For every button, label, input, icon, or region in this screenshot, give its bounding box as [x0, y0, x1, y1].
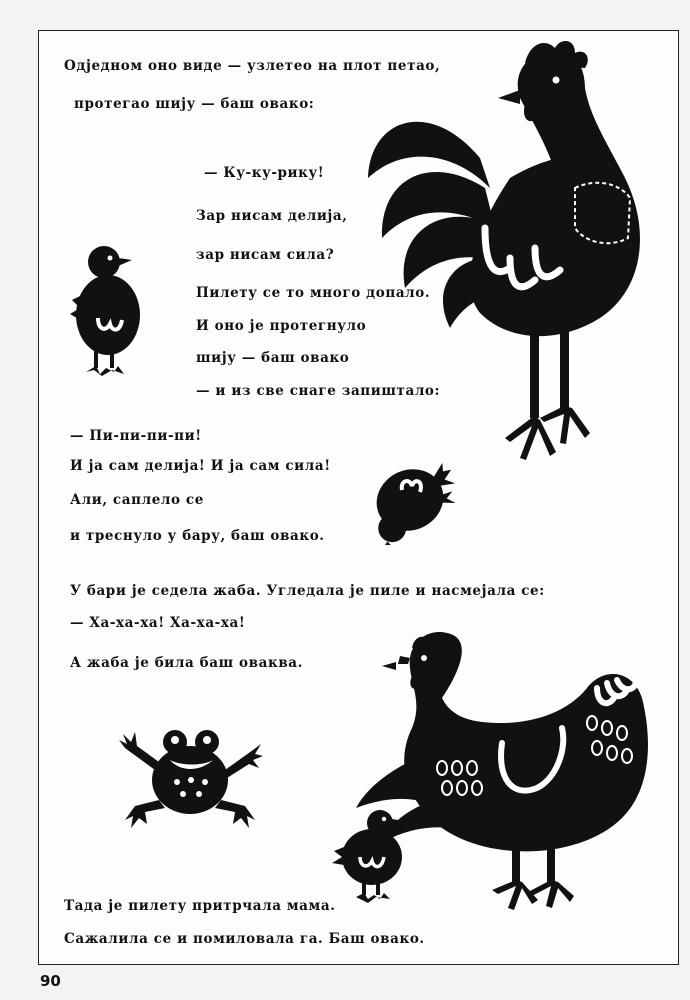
text-line-12: Али, саплело се — [70, 492, 204, 508]
text-line-7: И оно је протегнуло — [196, 318, 367, 334]
text-line-11: И ја сам делија! И ја сам сила! — [70, 458, 331, 474]
text-line-15: — Ха-ха-ха! Ха-ха-ха! — [70, 615, 246, 631]
chick-with-hen-icon — [330, 805, 410, 905]
text-line-6: Пилету се то много допало. — [196, 285, 431, 301]
text-line-13: и треснуло у бару, баш овако. — [70, 528, 325, 544]
text-line-14: У бари је седела жаба. Угледала је пиле и насмејала се: — [70, 583, 545, 599]
text-line-18: Сажалила се и помиловала га. Баш овако. — [64, 931, 425, 947]
text-line-3: — Ку-ку-рику! — [204, 165, 325, 181]
rooster-icon — [360, 38, 660, 463]
frog-icon — [115, 720, 265, 830]
text-line-9: — и из све снаге запиштало: — [196, 383, 441, 399]
fallen-chick-icon — [360, 450, 460, 545]
text-line-5: зар нисам сила? — [196, 247, 335, 263]
text-line-17: Тада је пилету притрчала мама. — [64, 898, 336, 914]
page-number: 90 — [40, 972, 61, 990]
text-line-2: протегао шију — баш овако: — [74, 96, 315, 112]
text-line-16: А жаба је била баш оваква. — [70, 655, 303, 671]
text-line-4: Зар нисам делија, — [196, 208, 348, 224]
text-line-1: Одједном оно виде — узлетео на плот петао, — [64, 58, 441, 74]
text-line-10: — Пи-пи-пи-пи! — [70, 428, 202, 444]
chick-icon — [66, 240, 156, 380]
text-line-8: шију — баш овако — [196, 350, 350, 366]
